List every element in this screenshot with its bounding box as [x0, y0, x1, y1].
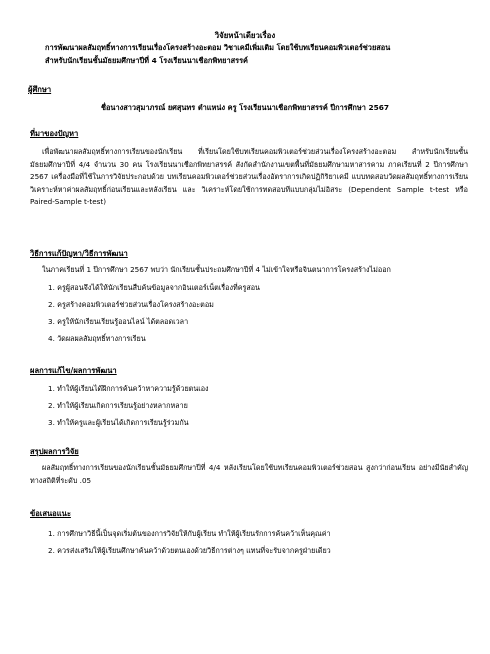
researcher-heading: ผู้ศึกษา — [28, 85, 52, 94]
solutions-intro: ในภาคเรียนที่ 1 ปีการศึกษา 2567 พบว่า นักเรียนชั้นประถมศึกษาปีที่ 4 ไม่เข้าใจหรือจินตนาการโครงสร้างไม่ออก — [42, 265, 391, 274]
list-item: 1. ทำให้ผู้เรียนได้ฝึกการค้นคว้าหาความรู้ด้วยตนเอง — [48, 384, 209, 393]
results-list — [48, 380, 209, 431]
researcher-info: ชื่อนางสาวสุมาภรณ์ ยศสุนทร ตำแหน่ง ครู โรงเรียนนาเชือกพิทยาสรรค์ ปีการศึกษา 2567 — [100, 103, 390, 112]
list-item: 1. ครูผู้สอนจึงได้ให้นักเรียนสืบค้นข้อมูลจากอินเตอร์เน็ตเรื่องที่ครูสอน — [48, 283, 260, 292]
solutions-list — [48, 279, 260, 347]
list-item: 3. ครูให้นักเรียนเรียนรู้ออนไลน์ ได้ตลอดเวลา — [48, 317, 189, 326]
subtitle-line-2: สำหรับนักเรียนชั้นมัธยมศึกษาปีที่ 4 โรงเรียนนาเชือกพิทยาสรรค์ — [45, 55, 248, 65]
list-item: 2. ครูสร้างคอมพิวเตอร์ช่วยส่วนเรื่องโครงสร้างอะตอม — [48, 300, 214, 309]
conclusion-heading: สรุปผลการวิจัย — [30, 447, 79, 456]
results-heading: ผลการแก้ไข/ผลการพัฒนา — [30, 366, 117, 375]
suggestions-list — [48, 525, 331, 559]
list-item: 2. ทำให้ผู้เรียนเกิดการเรียนรู้อย่างหลากหลาย — [48, 401, 188, 410]
background-heading: ที่มาของปัญหา — [30, 129, 79, 138]
conclusion-paragraph: ผลสัมฤทธิ์ทางการเรียนของนักเรียนชั้นมัธยมศึกษาปีที่ 4/4 หลังเรียนโดยใช้บทเรียนคอมพิวเตอร์ช่วยสอน สูงกว่าก่อนเรียน อย่างมีนัยสำคัญทางสถิติที่ระดับ .05 — [30, 463, 468, 485]
list-item: 3. ทำให้ครูและผู้เรียนได้เกิดการเรียนรู้ร่วมกัน — [48, 418, 189, 427]
list-item: 1. การศึกษาวิธีนี้เป็นจุดเริ่มต้นของการวิจัยให้กับผู้เรียน ทำให้ผู้เรียนรักการค้นคว้าเห็นคุณค่า — [48, 529, 331, 538]
solutions-heading: วิธีการแก้ปัญหา/วิธีการพัฒนา — [30, 249, 128, 258]
list-item: 2. ควรส่งเสริมให้ผู้เรียนศึกษาค้นคว้าด้วยตนเองด้วยวิธีการต่างๆ แทนที่จะรับจากครูฝ่ายเดียว — [48, 546, 331, 555]
suggestions-heading: ข้อเสนอแนะ — [30, 509, 71, 518]
list-item: 4. วัดผลผลสัมฤทธิ์ทางการเรียน — [48, 334, 146, 343]
document-title: วิจัยหน้าเดียวเรื่อง — [214, 31, 276, 40]
subtitle-line-1: การพัฒนาผลสัมฤทธิ์ทางการเรียนเรื่องโครงสร้างอะตอม วิชาเคมีเพิ่มเติม โดยใช้บทเรียนคอมพิวเตอร์ช่วยสอน — [45, 43, 391, 52]
background-paragraph: เพื่อพัฒนาผลสัมฤทธิ์ทางการเรียนของนักเรียน ที่เรียนโดยใช้บทเรียนคอมพิวเตอร์ช่วยส่วนเรื่องโครงสร้างอะตอม สำหรับนักเรียนชั้นมัธยมศึกษาปีที่ 4/4 จำนวน 30 คน โรงเรียนนาเชือกพิทยาสรรค์ สังกัดสำนักงานเขตพื้นที่มัธยมศึกษามหาสารคาม ภาคเรียนที่ 2 ปีการศึกษา 2567 เครื่องมือที่ใช้ในการวิจัยประกอบด้วย บทเรียนคอมพิวเตอร์ช่วยส่วนเรื่องอัตราการเกิดปฏิกิริยาเคมี แบบทดสอบวัดผลสัมฤทธิ์ทางการเรียน วิเคราะห์หาค่าผลสัมฤทธิ์ก่อนเรียนและหลังเรียน และ วิเคราะห์โดยใช้การทดสอบทีแบบกลุ่มไม่อิสระ (Dependent Sample t-test หรือ Paired-Sample t-test) — [30, 147, 468, 207]
document-subtitle — [45, 42, 465, 68]
